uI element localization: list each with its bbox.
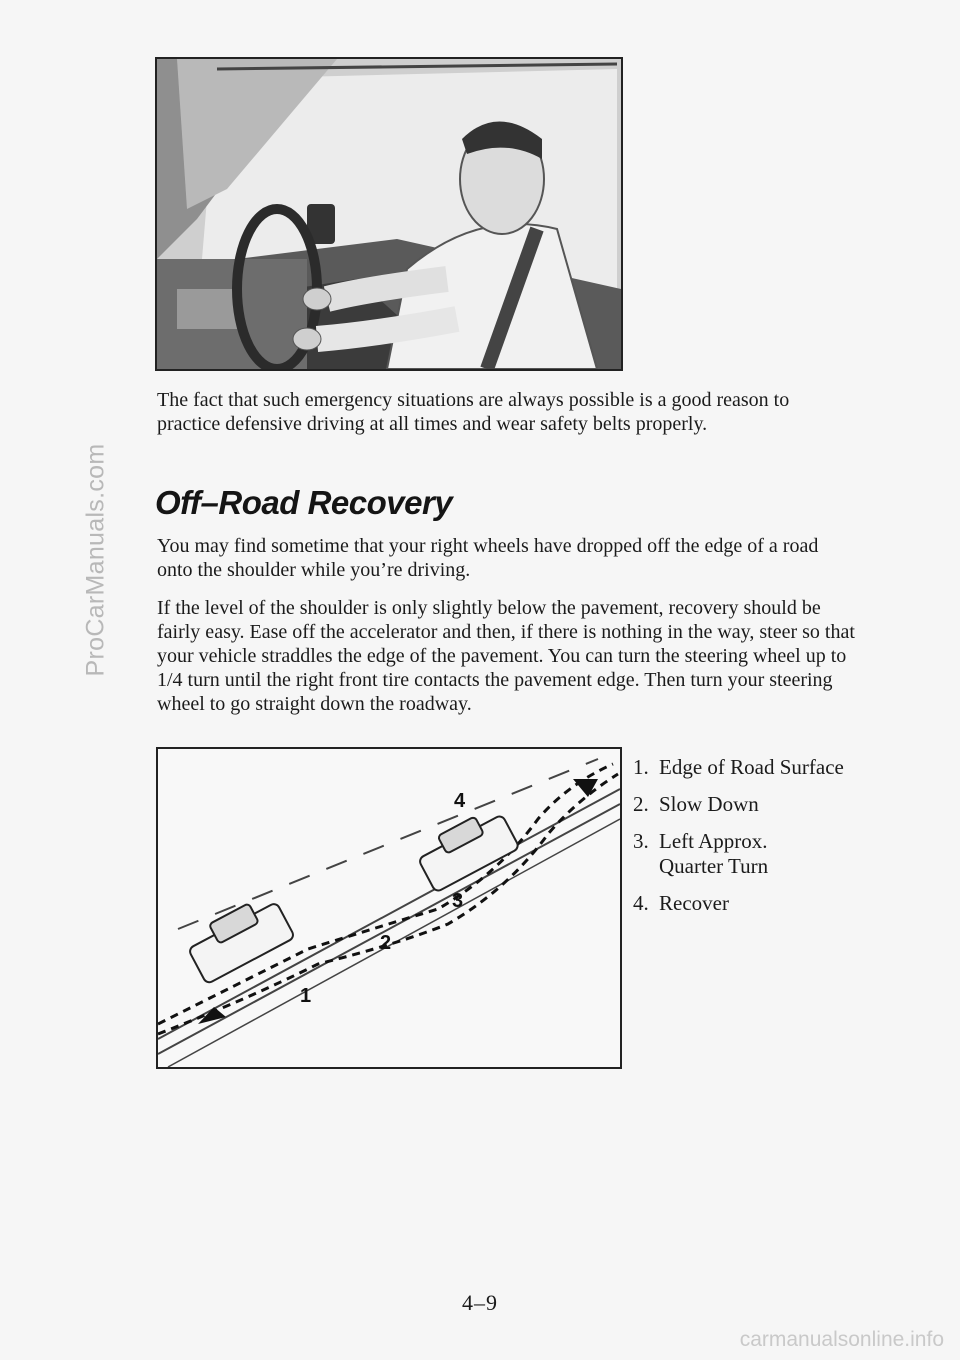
callout-4: 4 bbox=[454, 790, 466, 812]
side-watermark: ProCarManuals.com bbox=[81, 443, 110, 677]
page-number: 4–9 bbox=[462, 1290, 498, 1315]
paragraph-safety: The fact that such emergency situations are always possible is a good reason to practice defensive driving at all times and wear safety belts properly. bbox=[157, 389, 790, 435]
legend-item bbox=[633, 829, 863, 879]
legend-text: Recover bbox=[659, 891, 729, 915]
legend-number: 1. bbox=[633, 755, 649, 779]
callout-3: 3 bbox=[452, 890, 464, 912]
legend-number: 2. bbox=[633, 792, 649, 816]
legend-item bbox=[633, 792, 863, 817]
callout-2: 2 bbox=[380, 932, 392, 954]
legend-text: Slow Down bbox=[659, 792, 759, 816]
driver-illustration bbox=[155, 57, 623, 371]
legend-item bbox=[633, 755, 863, 780]
legend-text: Left Approx. Quarter Turn bbox=[659, 829, 769, 878]
diagram-legend bbox=[633, 755, 863, 928]
legend-item bbox=[633, 891, 863, 916]
legend-number: 4. bbox=[633, 891, 649, 915]
paragraph-intro: You may find sometime that your right wheels have dropped off the edge of a road onto the shoulder while you’re driving. bbox=[157, 535, 819, 581]
paragraph-recovery: If the level of the shoulder is only slightly below the pavement, recovery should be fairly easy. Ease off the accelerator and then, if there is nothing in the way, steer so that your vehicle straddles the edge of the pavement. You can turn the steering wheel up to 1/4 turn until the right front tire contacts the pavement edge. Then turn your steering wheel to go straight down the roadway. bbox=[157, 597, 855, 715]
legend-text: Edge of Road Surface bbox=[659, 755, 844, 779]
footer-watermark: carmanualsonline.info bbox=[739, 1328, 944, 1351]
legend-number: 3. bbox=[633, 829, 649, 853]
section-heading: Off–Road Recovery bbox=[155, 484, 453, 521]
callout-1: 1 bbox=[300, 985, 312, 1007]
recovery-diagram bbox=[156, 747, 622, 1069]
